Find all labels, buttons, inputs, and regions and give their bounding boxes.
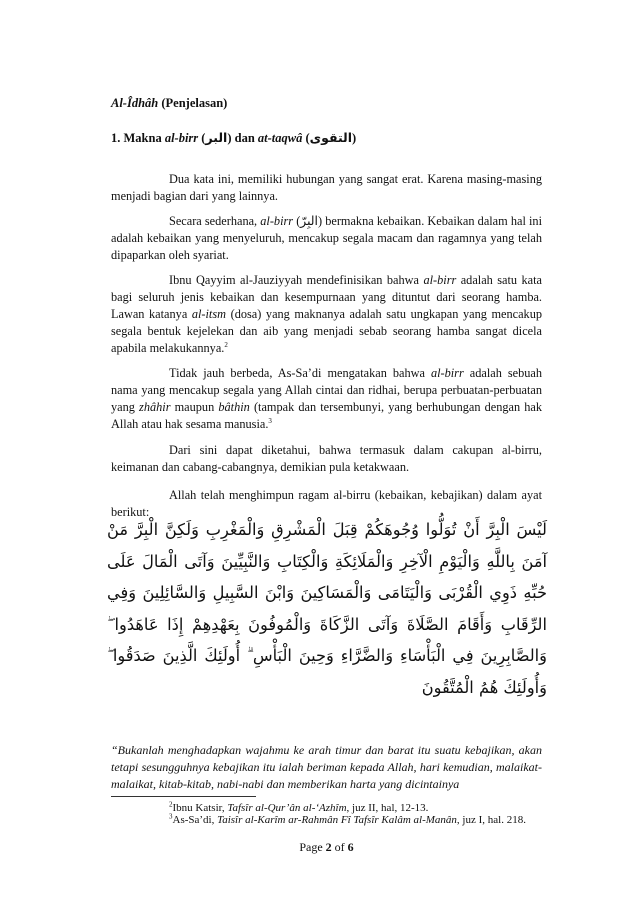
paragraph-6-text: Allah telah menghimpun ragam al-birru (kebaikan, kebajikan) dalam ayat berikut:	[111, 488, 542, 519]
term-al-birr: al-birr	[164, 131, 199, 145]
footnote-3-title: Taisîr al-Karîm ar-Rahmân Fî Tafsîr Kalâm al-Manân	[217, 814, 457, 826]
paragraph-1-text: Dua kata ini, memiliki hubungan yang sangat erat. Karena masing-masing menjadi bagian dari yang lainnya.	[111, 172, 542, 203]
footnote-2-ref: , juz II, hal, 12-13.	[346, 802, 429, 814]
paragraph-1	[111, 171, 542, 205]
footer-page-label: Page	[299, 840, 326, 854]
paragraph-2-text-b: bermakna kebaikan. Kebaikan dalam hal ini adalah kebaikan yang menyeluruh, mencakup segala macam dan ragamnya yang telah dipaparkan oleh syariat.	[111, 214, 542, 262]
paragraph-4-text-c: maupun	[170, 400, 219, 414]
footnote-ref-3: 3	[268, 416, 272, 425]
term-at-taqwa: at-taqwâ	[257, 131, 303, 145]
paragraph-2-text-a: Secara sederhana,	[169, 214, 261, 228]
footnote-3	[111, 812, 542, 828]
verse-translation: “Bukanlah menghadapkan wajahmu ke arah timur dan barat itu suatu kebajikan, akan tetapi sesungguhnya kebajikan itu ialah beriman kepada Allah, hari kemudian, malaikat-malaikat, kitab-kitab, nabi-nabi dan memberikan harta yang dicintainya	[111, 743, 542, 791]
paragraph-4-text-a: Tidak jauh berbeda, As-Sa’di mengatakan bahwa	[169, 366, 431, 380]
subsection-prefix: 1. Makna	[111, 131, 165, 145]
paragraph-3-term: al-birr	[423, 273, 457, 287]
term-at-taqwa-arabic: التقوى	[309, 130, 353, 145]
footnote-2-author: Ibnu Katsir,	[172, 802, 228, 814]
paragraph-3-text-c: (dosa) yang maknanya adalah satu ungkapan yang mencakup segala bentuk kejelekan dan aib yang menjadi sebab seorang hamba sangat dicela apabila melakukannya.	[111, 307, 542, 355]
paragraph-2-term: al-birr	[260, 214, 294, 228]
paragraph-3-text-a: Ibnu Qayyim al-Jauziyyah mendefinisikan bahwa	[169, 273, 424, 287]
footnote-ref-2: 2	[224, 340, 228, 349]
paragraph-3	[111, 272, 542, 357]
paragraph-4-text-d: (tampak dan tersembunyi, yang berhubungan dengan hak Allah atau hak sesama manusia.	[111, 400, 543, 431]
paragraph-4-term-3: bâthin	[218, 400, 250, 414]
paragraph-3-term-2: al-itsm	[191, 307, 227, 321]
footnote-2-title: Tafsîr al-Qur’ân al-‘Azhîm	[227, 802, 347, 814]
page-footer	[111, 840, 542, 855]
section-heading	[111, 96, 227, 111]
heading-title-rest: (Penjelasan)	[158, 96, 228, 110]
paragraph-4-term: al-birr	[430, 366, 464, 380]
footnote-3-author: As-Sa’di,	[172, 814, 218, 826]
heading-title-italic: Al-Îdhâh	[111, 96, 159, 110]
paragraph-2: Secara sederhana, al-birr (البِرّ) bermakna kebaikan. Kebaikan dalam hal ini adalah kebaikan yang menyeluruh, mencakup segala macam dan ragamnya yang telah dipaparkan oleh syariat.	[111, 214, 542, 262]
subsection-heading: 1. Makna al-birr (البر) dan at-taqwâ (التقوى)	[111, 130, 357, 145]
paragraph-4	[111, 365, 542, 433]
footer-page-total: 6	[347, 840, 354, 854]
footnote-2-number: 2	[169, 800, 173, 809]
footnote-3-number: 3	[169, 812, 173, 821]
subsection-middle: dan	[231, 131, 258, 145]
footer-of-label: of	[331, 840, 348, 854]
term-al-birr-arabic: البر	[205, 130, 228, 145]
paragraph-3-text-b: adalah satu kata bagi seluruh jenis kebaikan dan kesempurnaan yang dituntut dari seorang hamba. Lawan katanya	[111, 273, 542, 321]
paragraph-5-text: Dari sini dapat diketahui, bahwa termasuk dalam cakupan al-birru, keimanan dan cabang-cabangnya, demikian pula ketakwaan.	[111, 443, 542, 474]
paragraph-2-arabic: البِرّ	[300, 214, 318, 228]
paragraph-4-text-b: adalah sebuah nama yang mencakup segala yang Allah cintai dan ridhai, berupa perbuatan-perbuatan yang	[111, 366, 542, 414]
paragraph-4-term-2: zhâhir	[139, 400, 171, 414]
quran-verse: لَيْسَ الْبِرَّ أَنْ تُوَلُّوا وُجُوهَكُمْ قِبَلَ الْمَشْرِقِ وَالْمَغْرِبِ وَلَكِنَّ الْبِرَّ مَنْ آمَنَ بِاللَّهِ وَالْيَوْمِ الْآخِرِ وَالْمَلَائِكَةِ وَالْكِتَابِ وَالنَّبِيِّينَ وَآتَى الْمَالَ عَلَى حُبِّهِ ذَوِي الْقُرْبَى وَالْيَتَامَى وَالْمَسَاكِينَ وَابْنَ السَّبِيلِ وَالسَّائِلِينَ وَفِي الرِّقَابِ وَأَقَامَ الصَّلَاةَ وَآتَى الزَّكَاةَ وَالْمُوفُونَ بِعَهْدِهِمْ إِذَا عَاهَدُوا ۖ وَالصَّابِرِينَ فِي الْبَأْسَاءِ وَالضَّرَّاءِ وَحِينَ الْبَأْسِ ۗ أُولَئِكَ الَّذِينَ صَدَقُوا ۖ وَأُولَئِكَ هُمُ الْمُتَّقُونَ	[107, 520, 547, 697]
footer-page-number: 2	[325, 840, 332, 854]
paragraph-5	[111, 442, 542, 476]
footnote-3-ref: , juz I, hal. 218.	[456, 814, 526, 826]
footnote-divider	[111, 796, 256, 797]
